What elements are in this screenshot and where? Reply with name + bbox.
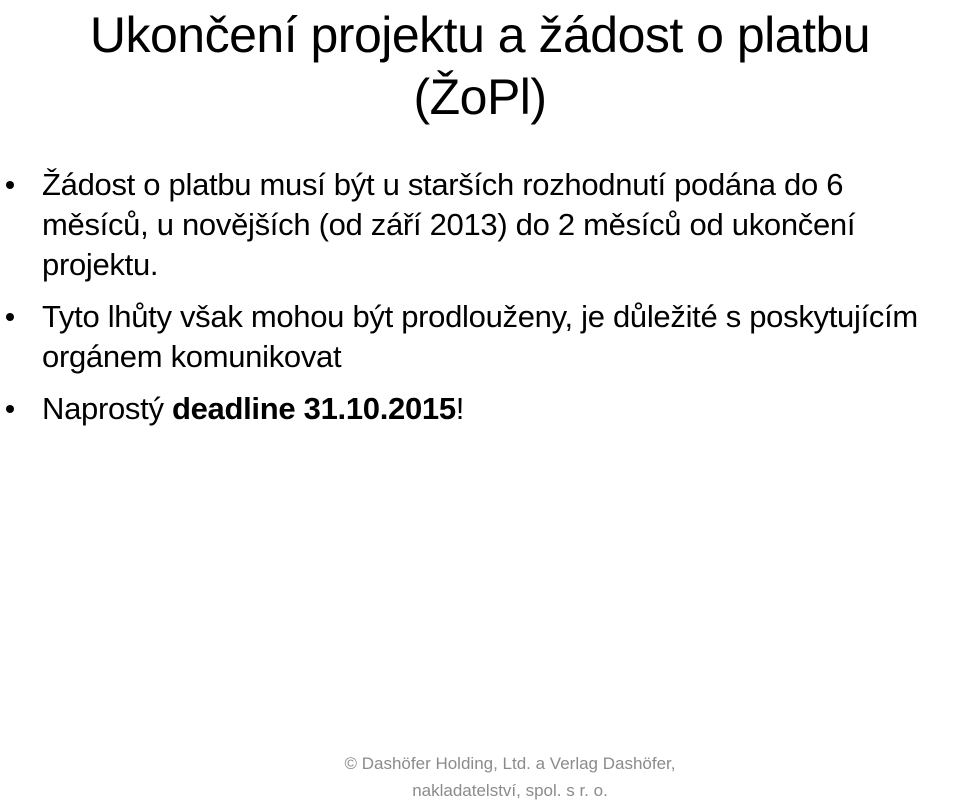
footer-line-2: nakladatelství, spol. s r. o. [412, 781, 608, 800]
footer-copyright [300, 750, 720, 804]
bullet-text-2: Tyto lhůty však mohou být prodlouženy, je důležité s poskytujícím orgánem komunikovat [42, 299, 918, 374]
bullet-item-2 [0, 297, 959, 377]
bullet-text-1: Žádost o platbu musí být u starších rozhodnutí podána do 6 měsíců, u novějších (od září 2013) do 2 měsíců od ukončení projektu. [42, 167, 856, 282]
slide-title-line-2: (ŽoPl) [413, 69, 547, 125]
bullet-dot-icon [6, 313, 14, 321]
bullet-item-3 [0, 389, 959, 429]
slide-title [30, 4, 930, 128]
bullet-item-1 [0, 165, 959, 285]
bullet-text-3-suffix: ! [455, 391, 465, 426]
slide-title-line-1: Ukončení projektu a žádost o platbu [89, 7, 871, 63]
bullet-text-3-prefix: Naprostý [42, 391, 172, 426]
bullet-dot-icon [6, 405, 14, 413]
footer-line-1: © Dashöfer Holding, Ltd. a Verlag Dashöfer, [344, 754, 676, 773]
bullet-list [0, 165, 959, 441]
deadline-bold-text: deadline 31.10.2015 [171, 391, 456, 426]
bullet-dot-icon [6, 181, 14, 189]
